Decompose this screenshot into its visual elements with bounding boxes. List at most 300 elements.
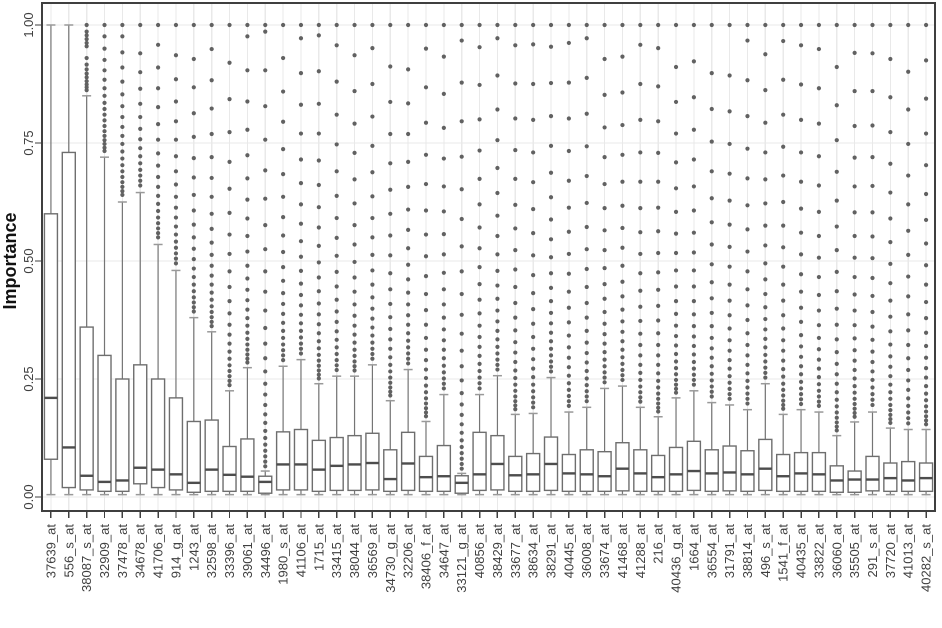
outlier-dot — [156, 105, 160, 109]
outlier-dot — [352, 348, 356, 352]
outlier-dot — [263, 168, 267, 172]
x-tick-label: 37720_at — [882, 524, 898, 579]
outlier-dot — [567, 41, 571, 45]
outlier-dot — [245, 298, 249, 302]
outlier-dot — [924, 331, 928, 335]
outlier-dot — [245, 216, 249, 220]
outlier-dot — [853, 124, 857, 128]
outlier-dot — [138, 173, 142, 177]
outlier-dot — [335, 363, 339, 367]
outlier-dot — [710, 280, 714, 284]
outlier-dot — [335, 216, 339, 220]
outlier-dot — [495, 367, 499, 371]
outlier-dot — [388, 347, 392, 351]
outlier-dot — [638, 43, 642, 47]
outlier-dot — [174, 23, 178, 27]
outlier-dot — [799, 180, 803, 184]
outlier-dot — [477, 282, 481, 286]
x-tick-label: 32598_at — [204, 524, 220, 579]
y-tick-label: 1.00 — [21, 12, 36, 38]
outlier-dot — [870, 256, 874, 260]
outlier-dot — [460, 402, 464, 406]
outlier-dot — [317, 225, 321, 229]
outlier-dot — [227, 97, 231, 101]
outlier-dot — [102, 86, 106, 90]
outlier-dot — [710, 220, 714, 224]
outlier-dot — [477, 45, 481, 49]
outlier-dot — [835, 138, 839, 142]
outlier-dot — [549, 353, 553, 357]
box-rect — [223, 446, 236, 491]
outlier-dot — [335, 113, 339, 117]
outlier-dot — [674, 284, 678, 288]
outlier-dot — [460, 457, 464, 461]
outlier-dot — [424, 254, 428, 258]
outlier-dot — [388, 337, 392, 341]
outlier-dot — [102, 129, 106, 133]
outlier-dot — [263, 30, 267, 34]
outlier-dot — [531, 180, 535, 184]
outlier-dot — [781, 145, 785, 149]
outlier-dot — [85, 41, 89, 45]
outlier-dot — [531, 23, 535, 27]
x-tick-label: 36569_at — [364, 524, 380, 579]
outlier-dot — [317, 275, 321, 279]
outlier-dot — [728, 299, 732, 303]
outlier-dot — [781, 39, 785, 43]
outlier-dot — [120, 149, 124, 153]
outlier-dot — [85, 79, 89, 83]
outlier-dot — [870, 369, 874, 373]
outlier-dot — [388, 327, 392, 331]
outlier-dot — [692, 299, 696, 303]
outlier-dot — [85, 56, 89, 60]
outlier-dot — [781, 113, 785, 117]
outlier-dot — [728, 349, 732, 353]
outlier-dot — [442, 92, 446, 96]
outlier-dot — [424, 153, 428, 157]
outlier-dot — [245, 331, 249, 335]
outlier-dot — [335, 358, 339, 362]
outlier-dot — [442, 376, 446, 380]
x-tick-label: 40435_at — [793, 524, 809, 579]
outlier-dot — [460, 349, 464, 353]
outlier-dot — [799, 272, 803, 276]
x-tick-label: 41468_at — [614, 524, 630, 579]
outlier-dot — [352, 23, 356, 27]
box-rect — [866, 456, 879, 490]
outlier-dot — [513, 81, 517, 85]
outlier-dot — [85, 33, 89, 37]
outlier-dot — [156, 215, 160, 219]
outlier-dot — [245, 360, 249, 364]
outlier-dot — [281, 265, 285, 269]
outlier-dot — [638, 395, 642, 399]
x-tick-label: 1664_at — [686, 524, 702, 571]
outlier-dot — [531, 357, 535, 361]
box-rect — [455, 476, 468, 493]
outlier-dot — [460, 364, 464, 368]
outlier-dot — [638, 150, 642, 154]
outlier-dot — [102, 23, 106, 27]
outlier-dot — [192, 111, 196, 115]
outlier-dot — [370, 216, 374, 220]
outlier-dot — [495, 351, 499, 355]
outlier-dot — [656, 363, 660, 367]
outlier-dot — [781, 358, 785, 362]
x-tick-label: 33674_at — [597, 524, 613, 579]
x-tick-label: 40436_g_at — [668, 524, 684, 593]
box-rect — [723, 446, 736, 491]
outlier-dot — [656, 397, 660, 401]
outlier-dot — [799, 333, 803, 337]
outlier-dot — [245, 324, 249, 328]
outlier-dot — [853, 89, 857, 93]
outlier-dot — [781, 78, 785, 82]
x-tick-label: 1243_at — [186, 524, 202, 571]
outlier-dot — [853, 358, 857, 362]
outlier-dot — [317, 102, 321, 106]
outlier-dot — [888, 397, 892, 401]
outlier-dot — [602, 125, 606, 129]
outlier-dot — [602, 370, 606, 374]
outlier-dot — [227, 252, 231, 256]
outlier-dot — [245, 23, 249, 27]
box-rect — [527, 454, 540, 492]
outlier-dot — [388, 381, 392, 385]
outlier-dot — [567, 23, 571, 27]
outlier-dot — [585, 23, 589, 27]
outlier-dot — [924, 300, 928, 304]
outlier-dot — [674, 352, 678, 356]
outlier-dot — [692, 324, 696, 328]
outlier-dot — [692, 383, 696, 387]
outlier-dot — [477, 311, 481, 315]
outlier-dot — [531, 307, 535, 311]
x-tick-label: 33822_at — [811, 524, 827, 579]
outlier-dot — [692, 373, 696, 377]
outlier-dot — [567, 116, 571, 120]
outlier-dot — [888, 408, 892, 412]
outlier-dot — [870, 276, 874, 280]
outlier-dot — [477, 83, 481, 87]
outlier-dot — [227, 299, 231, 303]
outlier-dot — [817, 358, 821, 362]
outlier-dot — [531, 375, 535, 379]
outlier-dot — [620, 368, 624, 372]
outlier-dot — [692, 59, 696, 63]
outlier-dot — [513, 248, 517, 252]
outlier-dot — [602, 93, 606, 97]
outlier-dot — [227, 350, 231, 354]
outlier-dot — [567, 394, 571, 398]
outlier-dot — [924, 404, 928, 408]
outlier-dot — [370, 253, 374, 257]
outlier-dot — [210, 212, 214, 216]
outlier-dot — [495, 269, 499, 273]
outlier-dot — [210, 315, 214, 319]
outlier-dot — [227, 323, 231, 327]
outlier-dot — [692, 250, 696, 254]
outlier-dot — [460, 187, 464, 191]
outlier-dot — [656, 353, 660, 357]
outlier-dot — [835, 103, 839, 107]
outlier-dot — [906, 294, 910, 298]
x-tick-label: 37478_at — [114, 524, 130, 579]
outlier-dot — [549, 171, 553, 175]
x-tick-label: 35505_at — [847, 524, 863, 579]
outlier-dot — [549, 45, 553, 49]
x-tick-label: 33121_g_at — [454, 524, 470, 593]
x-tick-label: 34647_at — [436, 524, 452, 579]
outlier-dot — [710, 139, 714, 143]
outlier-dot — [656, 151, 660, 155]
outlier-dot — [120, 50, 124, 54]
outlier-dot — [442, 386, 446, 390]
outlier-dot — [728, 23, 732, 27]
outlier-dot — [495, 214, 499, 218]
box-rect — [759, 439, 772, 490]
outlier-dot — [156, 151, 160, 155]
outlier-dot — [460, 38, 464, 42]
outlier-dot — [728, 172, 732, 176]
outlier-dot — [513, 43, 517, 47]
outlier-dot — [835, 248, 839, 252]
y-tick-label: 0.25 — [21, 366, 36, 392]
outlier-dot — [656, 401, 660, 405]
outlier-dot — [477, 375, 481, 379]
outlier-dot — [835, 390, 839, 394]
outlier-dot — [352, 260, 356, 264]
outlier-dot — [692, 352, 696, 356]
outlier-dot — [710, 324, 714, 328]
outlier-dot — [102, 101, 106, 105]
outlier-dot — [602, 248, 606, 252]
x-tick-label: 32206_at — [400, 524, 416, 579]
outlier-dot — [638, 378, 642, 382]
x-tick-label: 41106_at — [293, 524, 309, 578]
outlier-dot — [817, 308, 821, 312]
outlier-dot — [210, 23, 214, 27]
box-rect — [384, 450, 397, 492]
outlier-dot — [870, 123, 874, 127]
outlier-dot — [567, 306, 571, 310]
outlier-dot — [906, 312, 910, 316]
outlier-dot — [567, 374, 571, 378]
outlier-dot — [638, 319, 642, 323]
outlier-dot — [174, 224, 178, 228]
outlier-dot — [442, 316, 446, 320]
box-rect — [277, 432, 290, 490]
outlier-dot — [174, 240, 178, 244]
outlier-dot — [120, 115, 124, 119]
outlier-dot — [888, 413, 892, 417]
outlier-dot — [585, 394, 589, 398]
outlier-dot — [352, 89, 356, 93]
outlier-dot — [174, 215, 178, 219]
outlier-dot — [817, 347, 821, 351]
outlier-dot — [388, 64, 392, 68]
outlier-dot — [692, 268, 696, 272]
outlier-dot — [549, 144, 553, 148]
outlier-dot — [567, 388, 571, 392]
outlier-dot — [281, 342, 285, 346]
outlier-dot — [549, 195, 553, 199]
outlier-dot — [102, 146, 106, 150]
outlier-dot — [888, 240, 892, 244]
outlier-dot — [513, 350, 517, 354]
box-rect — [848, 471, 861, 492]
outlier-dot — [781, 224, 785, 228]
outlier-dot — [674, 372, 678, 376]
outlier-dot — [745, 269, 749, 273]
outlier-dot — [120, 142, 124, 146]
outlier-dot — [388, 385, 392, 389]
outlier-dot — [549, 237, 553, 241]
outlier-dot — [370, 283, 374, 287]
outlier-dot — [442, 338, 446, 342]
outlier-dot — [192, 257, 196, 261]
outlier-dot — [513, 23, 517, 27]
outlier-dot — [656, 84, 660, 88]
outlier-dot — [192, 283, 196, 287]
outlier-dot — [924, 392, 928, 396]
outlier-dot — [513, 203, 517, 207]
outlier-dot — [567, 365, 571, 369]
outlier-dot — [299, 71, 303, 75]
outlier-dot — [674, 299, 678, 303]
outlier-dot — [799, 364, 803, 368]
outlier-dot — [620, 339, 624, 343]
outlier-dot — [638, 343, 642, 347]
outlier-dot — [674, 100, 678, 104]
outlier-dot — [263, 223, 267, 227]
outlier-dot — [531, 347, 535, 351]
box-rect — [259, 476, 272, 493]
box-rect — [598, 452, 611, 492]
x-tick-label: 39061_at — [239, 524, 255, 579]
outlier-dot — [549, 286, 553, 290]
outlier-dot — [424, 336, 428, 340]
outlier-dot — [460, 292, 464, 296]
outlier-dot — [656, 119, 660, 123]
outlier-dot — [317, 322, 321, 326]
outlier-dot — [602, 182, 606, 186]
outlier-dot — [853, 292, 857, 296]
outlier-dot — [870, 89, 874, 93]
outlier-dot — [656, 206, 660, 210]
outlier-dot — [638, 400, 642, 404]
outlier-dot — [263, 269, 267, 273]
outlier-dot — [102, 134, 106, 138]
outlier-dot — [442, 126, 446, 130]
outlier-dot — [656, 304, 660, 308]
outlier-dot — [370, 357, 374, 361]
outlier-dot — [692, 344, 696, 348]
x-tick-label: 36554_at — [704, 524, 720, 579]
outlier-dot — [424, 376, 428, 380]
outlier-dot — [745, 363, 749, 367]
outlier-dot — [513, 376, 517, 380]
outlier-dot — [656, 46, 660, 50]
outlier-dot — [156, 86, 160, 90]
box-rect — [687, 441, 700, 490]
outlier-dot — [602, 266, 606, 270]
outlier-dot — [192, 300, 196, 304]
outlier-dot — [620, 226, 624, 230]
outlier-dot — [906, 404, 910, 408]
outlier-dot — [406, 345, 410, 349]
outlier-dot — [549, 255, 553, 259]
outlier-dot — [888, 342, 892, 346]
outlier-dot — [388, 212, 392, 216]
outlier-dot — [352, 368, 356, 372]
outlier-dot — [835, 362, 839, 366]
outlier-dot — [263, 392, 267, 396]
outlier-dot — [352, 324, 356, 328]
x-tick-label: 1715_at — [311, 524, 327, 571]
outlier-dot — [799, 231, 803, 235]
outlier-dot — [763, 337, 767, 341]
outlier-dot — [245, 234, 249, 238]
outlier-dot — [531, 253, 535, 257]
outlier-dot — [888, 315, 892, 319]
outlier-dot — [513, 316, 517, 320]
outlier-dot — [85, 37, 89, 41]
x-tick-label: 40282_s_at — [918, 524, 934, 592]
outlier-dot — [263, 68, 267, 72]
outlier-dot — [192, 266, 196, 270]
outlier-dot — [602, 228, 606, 232]
outlier-dot — [210, 320, 214, 324]
outlier-dot — [138, 146, 142, 150]
outlier-dot — [335, 368, 339, 372]
outlier-dot — [85, 63, 89, 67]
outlier-dot — [549, 339, 553, 343]
box-rect — [98, 355, 111, 491]
outlier-dot — [763, 366, 767, 370]
outlier-dot — [281, 23, 285, 27]
outlier-dot — [835, 428, 839, 432]
outlier-dot — [495, 345, 499, 349]
outlier-dot — [710, 107, 714, 111]
outlier-dot — [263, 290, 267, 294]
outlier-dot — [263, 460, 267, 464]
outlier-dot — [227, 23, 231, 27]
outlier-dot — [728, 265, 732, 269]
x-tick-label: 38087_s_at — [79, 524, 95, 592]
outlier-dot — [531, 367, 535, 371]
outlier-dot — [853, 184, 857, 188]
x-tick-label: 38044_at — [347, 524, 363, 579]
outlier-dot — [817, 47, 821, 51]
outlier-dot — [817, 367, 821, 371]
outlier-dot — [888, 383, 892, 387]
outlier-dot — [531, 118, 535, 122]
outlier-dot — [781, 245, 785, 249]
outlier-dot — [460, 332, 464, 336]
x-tick-label: 1541_f_at — [775, 524, 791, 582]
outlier-dot — [674, 268, 678, 272]
outlier-dot — [531, 231, 535, 235]
outlier-dot — [370, 268, 374, 272]
outlier-dot — [728, 392, 732, 396]
outlier-dot — [585, 36, 589, 40]
outlier-dot — [745, 176, 749, 180]
outlier-dot — [656, 288, 660, 292]
outlier-dot — [549, 81, 553, 85]
outlier-dot — [299, 181, 303, 185]
